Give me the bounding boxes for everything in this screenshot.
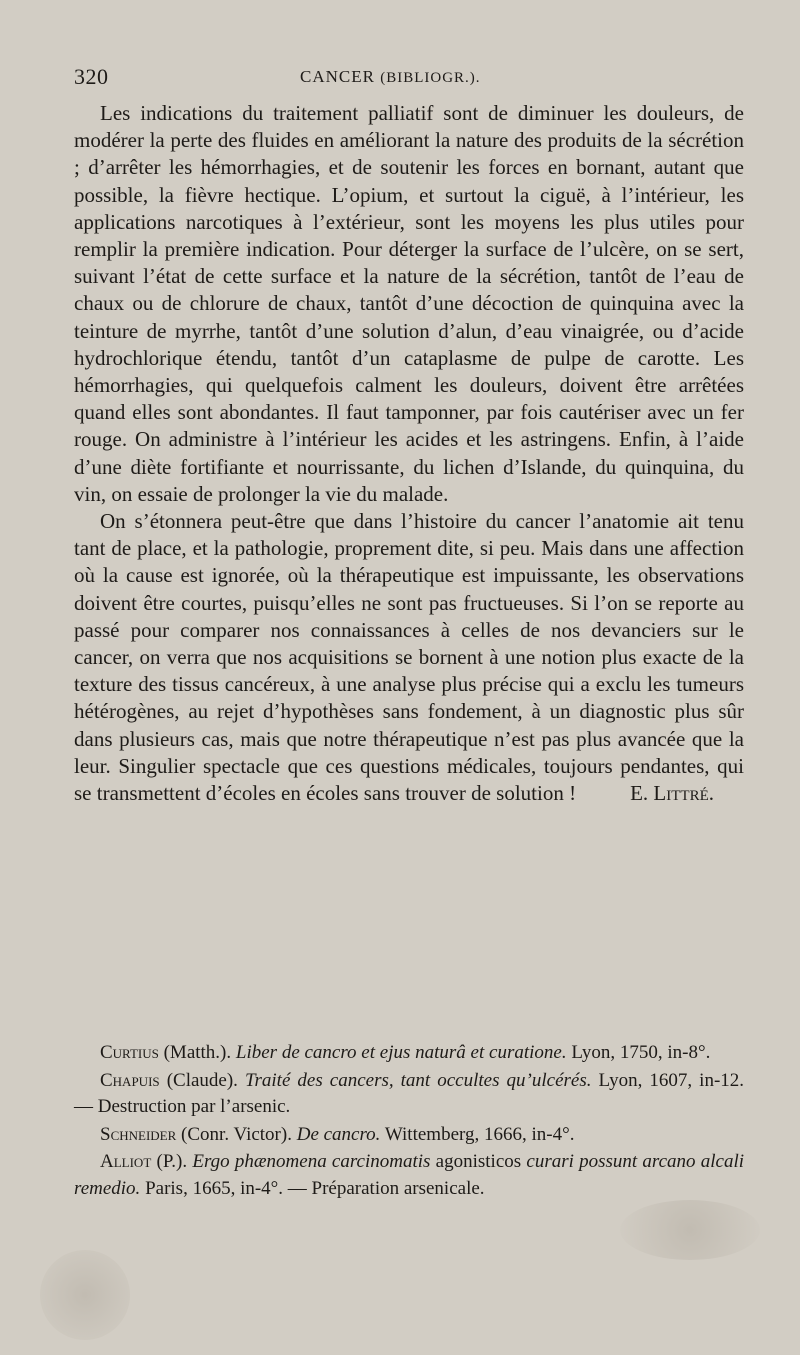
paragraph [74, 508, 744, 807]
bibliography-entry [74, 1068, 744, 1121]
entry-author: Curtius [100, 1042, 159, 1063]
bibliography-entry [74, 1122, 744, 1149]
entry-author: Schneider [100, 1123, 177, 1145]
entry-author: Alliot [100, 1151, 152, 1172]
paper-stain [40, 1250, 130, 1340]
running-head-title: CANCER [300, 67, 375, 86]
bibliography [74, 1040, 744, 1203]
entry-title: Ergo phænomena carcinomatis [192, 1151, 431, 1172]
bibliography-entry [74, 1149, 744, 1202]
entry-author: Chapuis [100, 1069, 160, 1091]
bibliography-entry [74, 1040, 744, 1067]
entry-details: Wittemberg, 1666, in-4°. [384, 1123, 575, 1145]
entry-author-rest: (Conr. Victor). [181, 1123, 292, 1145]
entry-title: De cancro. [296, 1123, 381, 1145]
paper-stain [620, 1200, 760, 1260]
page-number: 320 [74, 64, 109, 89]
entry-title-continued: curari possunt arcano alcali remedio. [74, 1151, 745, 1199]
entry-details: Lyon, 1607, in-12. — Destruction par l’arsenic. [74, 1069, 745, 1117]
entry-author-rest: (Matth.). [163, 1042, 232, 1063]
entry-title-middle: agonisticos [435, 1151, 522, 1172]
entry-details: Paris, 1665, in-4°. — Préparation arsenicale. [145, 1177, 485, 1199]
entry-title: Traité des cancers, tant occultes qu’ulcérés. [244, 1069, 592, 1091]
author-signature: E. Littré. [630, 781, 714, 806]
entry-details: Lyon, 1750, in-8°. [571, 1042, 711, 1063]
paragraph: Les indications du traitement palliatif sont de diminuer les douleurs, de modérer la perte des fluides en améliorant la nature des produits de la sécrétion ; d’arrêter les hémorrhagies, et de soutenir les forces en bornant, autant que possible, la fièvre hectique. L’opium, et surtout la ciguë, à l’intérieur, les applications narcotiques à l’extérieur, sont les moyens les plus utiles pour remplir la première indication. Pour déterger la surface de l’ulcère, on se sert, suivant l’état de cette surface et la nature de la sécrétion, tantôt de l’eau de chaux ou de chlorure de chaux, tantôt d’une décoction de quinquina avec la teinture de myrrhe, tantôt d’une solution d’alun, d’eau vinaigrée, ou d’acide hydrochlorique étendu, tantôt d’un cataplasme de pulpe de carotte. Les hémorrhagies, qui quelquefois calment les douleurs, doivent être arrêtées quand elles sont abondantes. Il faut tamponner, par fois cautériser avec un fer rouge. On administre à l’intérieur les acides et les astringens. Enfin, à l’aide d’une diète fortifiante et nourrissante, du lichen d’Islande, du quinquina, du vin, on essaie de prolonger la vie du malade. [74, 101, 744, 506]
running-head-subtitle: (BIBLIOGR.). [380, 70, 481, 86]
running-head [300, 67, 481, 87]
entry-author-rest: (P.). [156, 1151, 188, 1172]
page-header [74, 64, 734, 94]
main-text [74, 100, 744, 807]
entry-author-rest: (Claude). [166, 1069, 238, 1091]
paragraph-text: On s’étonnera peut-être que dans l’histoire du cancer l’anatomie ait tenu tant de place, et la pathologie, proprement dite, si peu. Mais dans une affection où la cause est ignorée, où la thérapeutique est impuissante, les observations doivent être courtes, puisqu’elles ne sont pas fructueuses. Si l’on se reporte au passé pour comparer nos connaissances à celles de nos devanciers sur le cancer, on verra que nos acquisitions se bornent à une notion plus exacte de la texture des tissus cancéreux, à une analyse plus précise qui a exclu les tumeurs hétérogènes, au rejet d’hypothèses sans fondement, à un diagnostic plus sûr dans plusieurs cas, mais que notre thérapeutique n’est pas plus avancée que la leur. Singulier spectacle que ces questions médicales, toujours pendantes, qui se transmettent d’écoles en écoles sans trouver de solution ! [74, 509, 744, 806]
entry-title: Liber de cancro et ejus naturâ et curatione. [235, 1042, 567, 1063]
